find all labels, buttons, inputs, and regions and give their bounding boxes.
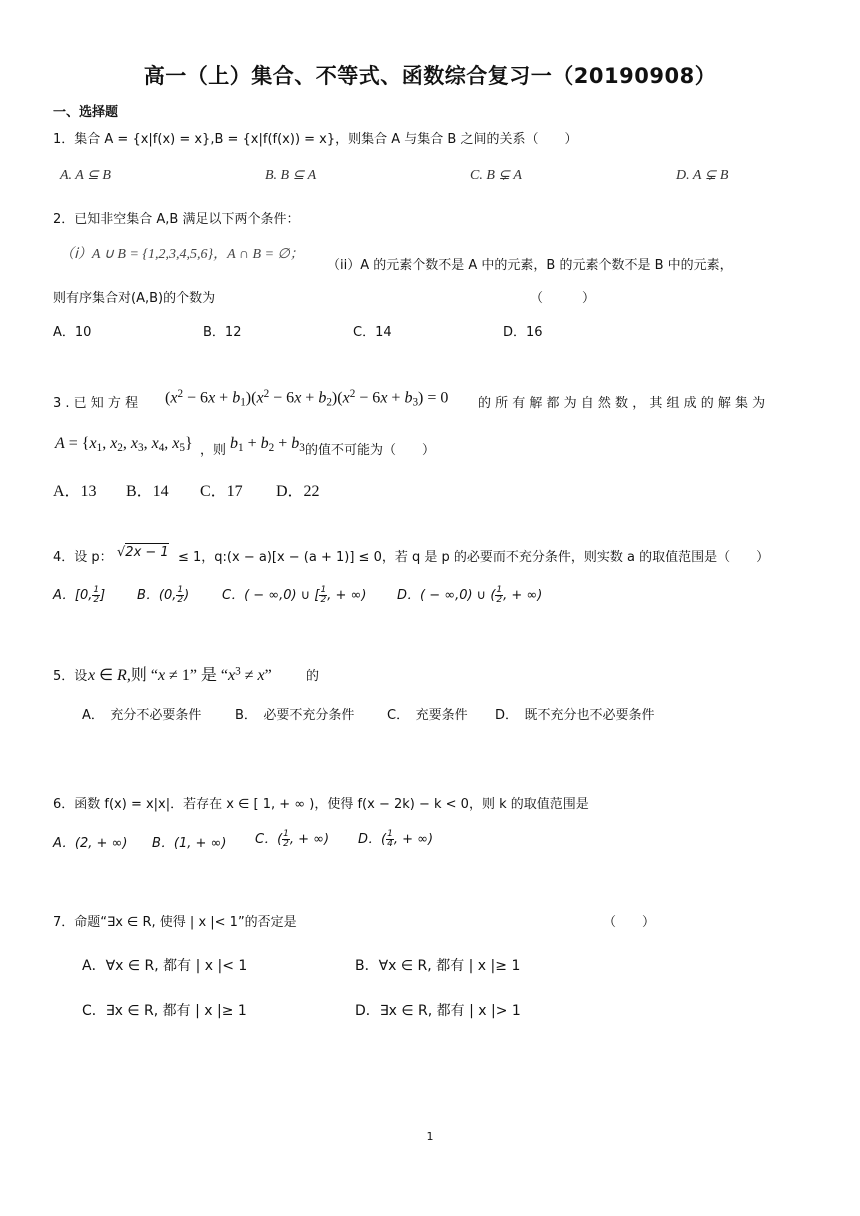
q4-option-c: C．( − ∞,0) ∪ [ $\frac{1}{2}$ , + ∞) [222,585,367,605]
q2-option-b: B．12 [203,325,242,340]
q6-option-d: D．( $\frac{1}{4}$ , + ∞) [358,829,434,849]
q6-option-b: B．(1, + ∞) [152,836,227,851]
q5-option-d: D． 既不充分也不必要条件 [495,708,655,723]
q7-answer-paren: （ ） [603,915,656,930]
q3-sum-expression: $b_1 + b_2 + b_3$ [230,435,305,454]
q1-stem: 1．集合 A = {x|f(x) = x},B = {x|f(f(x)) = x}，则集合 A 与集合 B 之间的关系（ ） [53,132,578,147]
q7-option-b: B．∀x ∈ R, 都有 | x |≥ 1 [355,958,521,974]
q5-stem-end: 的 [306,669,320,684]
q7-stem: 7．命题“∃x ∈ R, 使得 | x |< 1”的否定是 [53,915,297,930]
q5-option-a: A． 充分不必要条件 [82,708,202,723]
page-title: 高一（上）集合、不等式、函数综合复习一（20190908） [143,64,717,88]
q6-option-c-text: C．( [255,832,283,847]
q3-option-b: B．14 [126,483,169,500]
q4-stem-b: ≤ 1，q:(x − a)[x − (a + 1)] ≤ 0，若 q 是 p 的必要而不充分条件，则实数 a 的取值范围是（ ） [178,550,770,565]
q4-option-b-text: B．(0, [137,588,177,603]
q6-option-c: C．( $\frac{1}{2}$ , + ∞) [255,829,330,849]
q4-option-a: A．[0, $\frac{1}{2}$ ] [53,585,106,605]
q2-condition-1: （ⅰ）A ∪ B = {1,2,3,4,5,6}，A ∩ B = ∅； [60,247,304,262]
q2-option-c: C．14 [353,325,392,340]
q3-tail: 的 所 有 解 都 为 自 然 数 ， 其 组 成 的 解 集 为 [478,396,766,411]
q3-line2-end: 的值不可能为（ ） [305,443,436,458]
q3-option-d: D．22 [276,483,320,500]
q5-condition-expression: x ∈ R,则 “x ≠ 1” 是 “$x^3 \ne x$” [88,665,272,684]
q3-solution-set: $A = \{x_1$, $x_2$, $x_3$, $x_4$, $x_5$} [55,435,193,454]
q1-option-a: A. A ⊆ B [60,168,111,183]
q7-option-a: A．∀x ∈ R, 都有 | x |< 1 [82,958,248,974]
q4-stem-a: 4．设 p： [53,550,113,565]
q2-option-a: A．10 [53,325,92,340]
q4-option-d: D．( − ∞,0) ∪ ( $\frac{1}{2}$ , + ∞) [397,585,543,605]
q7-option-d: D．∃x ∈ R, 都有 | x |> 1 [355,1003,521,1019]
q4-option-b: B．(0, $\frac{1}{2}$ ) [137,585,190,605]
q6-option-a: A．(2, + ∞) [53,836,128,851]
q1-option-b: B. B ⊆ A [265,168,317,183]
q4-option-d-text: D．( − ∞,0) ∪ ( [397,588,496,603]
section-heading: 一、选择题 [53,105,119,120]
q2-answer-paren: （ ） [530,291,596,306]
q1-option-c: C. B ⊊ A [470,168,522,183]
q3-lead: 3 . 已 知 方 程 [53,396,139,411]
q2-line3: 则有序集合对(A,B)的个数为 [53,291,216,306]
q7-option-c: C．∃x ∈ R, 都有 | x |≥ 1 [82,1003,247,1019]
q4-sqrt-expression: √2x − 1 [117,545,169,560]
q6-option-d-text: D．( [358,832,387,847]
q2-condition-2: （ii）A 的元素个数不是 A 中的元素，B 的元素个数不是 B 中的元素， [327,258,733,273]
q1-option-d: D. A ⊊ B [676,168,729,183]
q5-option-b: B． 必要不充分条件 [235,708,355,723]
q5-stem: 5．设 [53,669,88,684]
page-number: 1 [426,1130,434,1143]
q3-equation: $(x^2 - 6x + b_1)(x^2 - 6x + b_2)(x^2 - 6x + b_3) = 0$ [165,388,449,409]
q4-option-a-text: A．[0, [53,588,93,603]
q5-option-c: C． 充要条件 [387,708,468,723]
q4-option-c-text: C．( − ∞,0) ∪ [ [222,588,320,603]
q2-stem: 2．已知非空集合 A,B 满足以下两个条件： [53,212,300,227]
q3-option-c: C．17 [200,483,243,500]
q3-line2-tail: ，则 [200,443,227,458]
q3-option-a: A．13 [53,483,97,500]
q6-stem: 6．函数 f(x) = x|x|．若存在 x ∈ [ 1, + ∞ )，使得 f(x − 2k) − k < 0，则 k 的取值范围是 [53,797,589,812]
q2-option-d: D．16 [503,325,543,340]
